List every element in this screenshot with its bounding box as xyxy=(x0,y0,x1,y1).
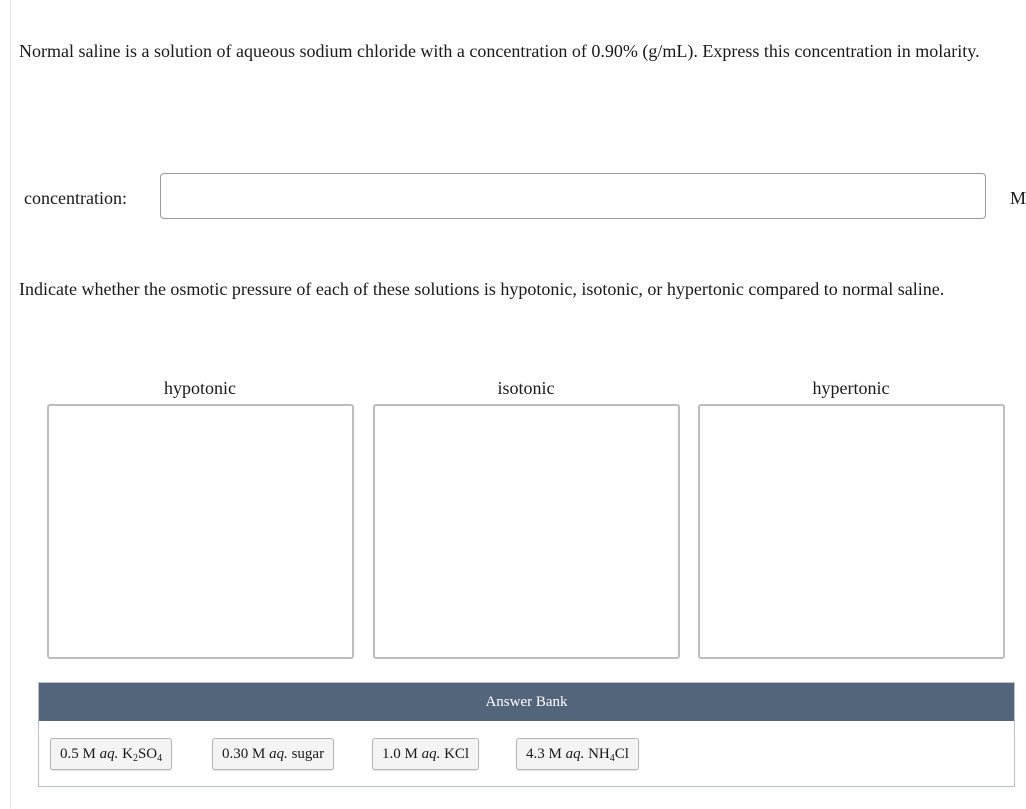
chip-phase: aq. xyxy=(565,746,585,762)
chip-subscript: 2 xyxy=(132,753,138,764)
chip-subscript: 4 xyxy=(609,753,615,764)
chip-amount: 0.5 M xyxy=(60,746,96,762)
chip-formula: KCl xyxy=(444,746,470,762)
chip-subscript: 4 xyxy=(157,753,163,764)
bin-title-hypertonic: hypertonic xyxy=(812,378,890,398)
question-text: Normal saline is a solution of aqueous sodium chloride with a concentration of 0.90% (g/mL). Express this concentration in molarity. xyxy=(19,41,980,61)
chip-formula-part: SO xyxy=(137,746,158,762)
answer-chip-nh4cl[interactable] xyxy=(516,738,639,770)
chip-phase: aq. xyxy=(269,746,288,762)
chip-amount: 4.3 M xyxy=(526,746,562,762)
answer-chip-k2so4[interactable] xyxy=(50,738,172,770)
chip-formula: NH xyxy=(588,746,610,762)
instruction-text: Indicate whether the osmotic pressure of each of these solutions is hypotonic, isotonic, or hypertonic compared to normal saline. xyxy=(19,279,945,299)
chip-phase: aq. xyxy=(421,746,441,762)
drop-zone-hypotonic[interactable] xyxy=(47,404,354,659)
bin-title-isotonic: isotonic xyxy=(497,378,555,398)
drop-zone-hypertonic[interactable] xyxy=(698,404,1005,659)
chip-phase: aq. xyxy=(99,746,119,762)
chip-formula: sugar xyxy=(291,746,325,762)
answer-bank-title: Answer Bank xyxy=(39,683,1014,721)
concentration-unit: M xyxy=(1010,188,1026,208)
answer-chip-kcl[interactable] xyxy=(372,738,479,770)
page-left-border xyxy=(10,0,11,809)
concentration-label: concentration: xyxy=(24,188,127,208)
chip-amount: 0.30 M xyxy=(222,746,266,762)
bin-title-hypotonic: hypotonic xyxy=(164,378,236,398)
answer-chip-sugar[interactable] xyxy=(212,738,334,770)
chip-formula: K xyxy=(122,746,133,762)
chip-amount: 1.0 M xyxy=(382,746,418,762)
drop-zone-isotonic[interactable] xyxy=(373,404,680,659)
answer-bank xyxy=(38,682,1015,787)
concentration-input[interactable] xyxy=(160,173,986,219)
chip-formula-part: Cl xyxy=(614,746,629,762)
